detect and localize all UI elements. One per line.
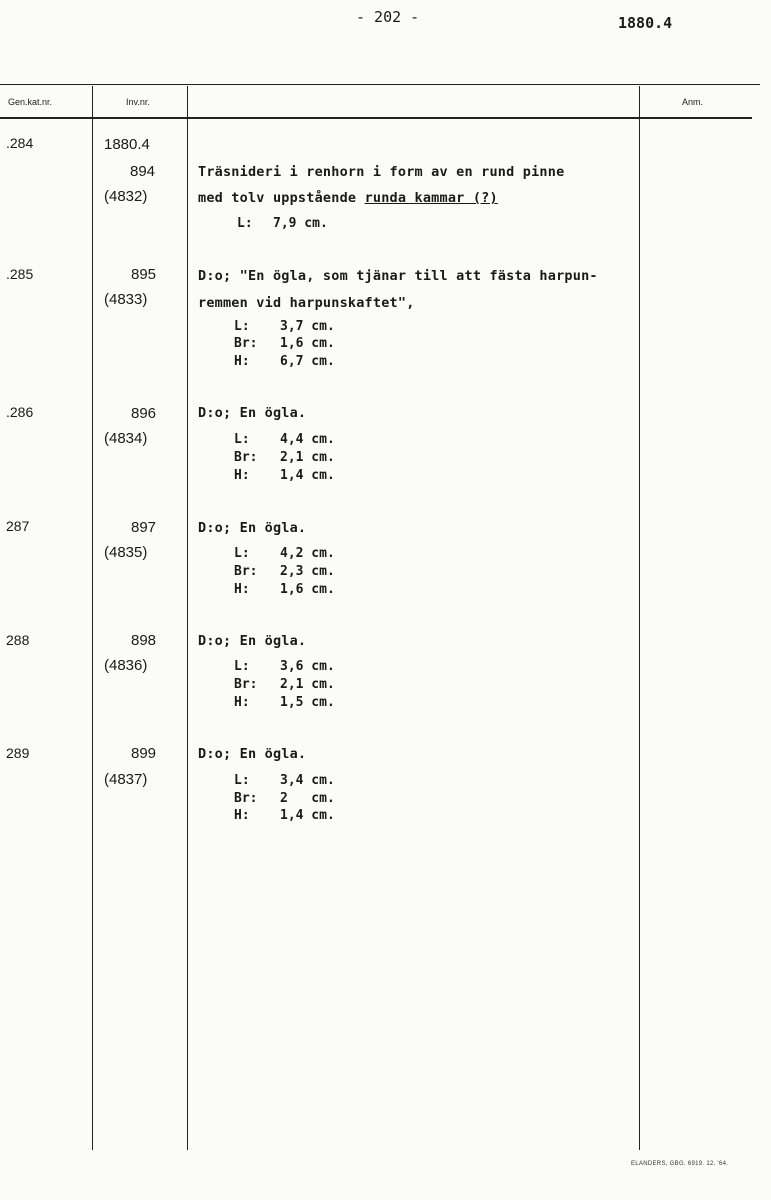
description-line-1: D:o; En ögla. xyxy=(198,520,307,536)
description-line-1: Träsnideri i renhorn i form av en rund pinne xyxy=(198,164,565,180)
old-number: (4834) xyxy=(104,430,148,447)
measure-key: Br: xyxy=(234,564,258,579)
inv-number: 899 xyxy=(131,745,157,762)
measure-value: 4,2 cm. xyxy=(280,546,335,561)
gen-number: 289 xyxy=(6,745,30,761)
old-number: (4833) xyxy=(104,291,148,308)
measure-key: Br: xyxy=(234,677,258,692)
measure-value: 1,4 cm. xyxy=(280,808,335,823)
measure-key: Br: xyxy=(234,791,258,806)
measure-key: L: xyxy=(234,659,250,674)
column-header-anm: Anm. xyxy=(682,97,704,107)
old-number: (4836) xyxy=(104,657,148,674)
old-number: (4837) xyxy=(104,771,148,788)
column-divider-1 xyxy=(92,86,93,1150)
page-year-ref: 1880.4 xyxy=(618,14,673,32)
page-number: - 202 - xyxy=(356,8,420,26)
gen-number: .284 xyxy=(6,135,34,151)
inv-header: 1880.4 xyxy=(104,136,150,153)
measure-value: 2,3 cm. xyxy=(280,564,335,579)
measure-key: L: xyxy=(234,432,250,447)
description-line-1: D:o; "En ögla, som tjänar till att fästa harpun- xyxy=(198,268,598,284)
column-divider-2 xyxy=(187,86,188,1150)
measure-key: L: xyxy=(237,216,253,231)
description-text: med tolv uppstående xyxy=(198,190,365,206)
measure-value: 1,6 cm. xyxy=(280,336,335,351)
inv-number: 898 xyxy=(131,632,157,649)
inv-number: 894 xyxy=(130,163,156,180)
measure-key: H: xyxy=(234,695,250,710)
measure-key: L: xyxy=(234,773,250,788)
measure-value: 1,4 cm. xyxy=(280,468,335,483)
measure-value: 1,6 cm. xyxy=(280,582,335,597)
measure-key: H: xyxy=(234,582,250,597)
description-line-1: D:o; En ögla. xyxy=(198,633,307,649)
gen-number: 287 xyxy=(6,518,30,534)
inv-number: 895 xyxy=(131,266,157,283)
measure-key: H: xyxy=(234,468,250,483)
column-header-inv: Inv.nr. xyxy=(126,97,150,107)
measure-key: H: xyxy=(234,808,250,823)
description-line-2: remmen vid harpunskaftet", xyxy=(198,295,415,311)
column-divider-3 xyxy=(639,86,640,1150)
inv-number: 896 xyxy=(131,405,157,422)
measure-value: 3,6 cm. xyxy=(280,659,335,674)
column-header-gen: Gen.kat.nr. xyxy=(8,97,53,107)
printer-imprint: ELANDERS, GBG. 6919. 12. '64. xyxy=(631,1161,729,1167)
gen-number: 288 xyxy=(6,632,30,648)
old-number: (4832) xyxy=(104,188,148,205)
old-number: (4835) xyxy=(104,544,148,561)
measure-value: 7,9 cm. xyxy=(273,216,328,231)
description-line-2 xyxy=(198,190,498,206)
measure-value: 1,5 cm. xyxy=(280,695,335,710)
measure-value: 4,4 cm. xyxy=(280,432,335,447)
measure-value: 2 cm. xyxy=(280,791,335,806)
measure-key: L: xyxy=(234,319,250,334)
gen-number: .285 xyxy=(6,266,34,282)
measure-value: 2,1 cm. xyxy=(280,677,335,692)
measure-value: 3,7 cm. xyxy=(280,319,335,334)
measure-value: 3,4 cm. xyxy=(280,773,335,788)
gen-number: .286 xyxy=(6,404,34,420)
measure-key: Br: xyxy=(234,450,258,465)
description-line-1: D:o; En ögla. xyxy=(198,746,307,762)
measure-key: Br: xyxy=(234,336,258,351)
measure-value: 2,1 cm. xyxy=(280,450,335,465)
measure-key: H: xyxy=(234,354,250,369)
measure-key: L: xyxy=(234,546,250,561)
measure-value: 6,7 cm. xyxy=(280,354,335,369)
table-top-rule xyxy=(0,84,760,85)
inv-number: 897 xyxy=(131,519,157,536)
description-underlined: runda kammar (?) xyxy=(364,190,498,206)
description-line-1: D:o; En ögla. xyxy=(198,405,307,421)
